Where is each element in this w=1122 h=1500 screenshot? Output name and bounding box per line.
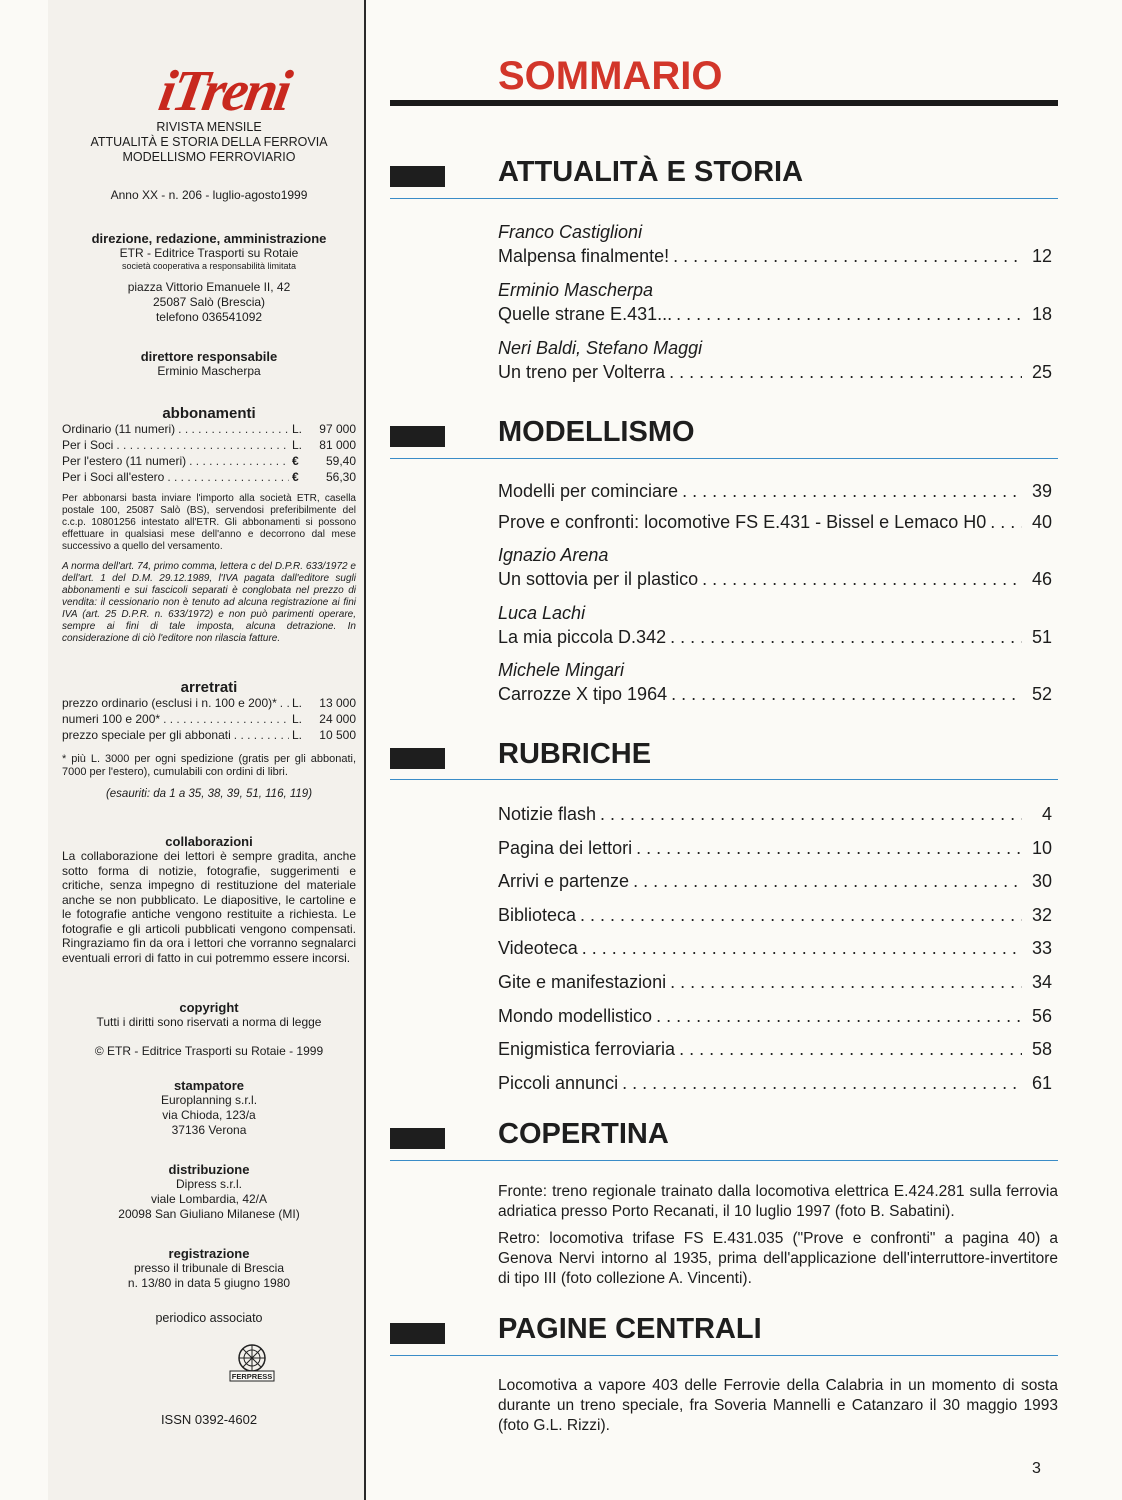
- entry-title: Modelli per cominciare: [498, 481, 679, 501]
- section-rule: [390, 1355, 1058, 1356]
- toc-entry[interactable]: [498, 222, 1052, 267]
- section-heading: PAGINE CENTRALI: [498, 1313, 762, 1345]
- section-heading: COPERTINA: [498, 1118, 669, 1150]
- price-amount: 10 500: [319, 728, 356, 742]
- magazine-logo: iTreni: [154, 58, 294, 123]
- distribuzione-line: Dipress s.r.l.: [175, 1177, 242, 1191]
- copyright-heading: copyright: [179, 1000, 239, 1015]
- company-name: ETR - Editrice Trasporti su Rotaie: [119, 246, 299, 260]
- toc-entry[interactable]: [498, 938, 1052, 959]
- entry-page: 40: [1031, 512, 1052, 532]
- address-line: 25087 Salò (Brescia): [152, 295, 266, 309]
- entry-title: Prove e confronti: locomotive FS E.431 - Bissel e Lemaco H0: [498, 512, 987, 532]
- registrazione-line: n. 13/80 in data 5 giugno 1980: [127, 1276, 291, 1290]
- entry-title: Quelle strane E.431...: [498, 304, 673, 324]
- entry-title: Biblioteca: [498, 905, 577, 925]
- entry-title: Carrozze X tipo 1964: [498, 684, 668, 704]
- price-label: Ordinario (11 numeri): [62, 422, 176, 436]
- price-row: [62, 727, 356, 743]
- arretrati-block: [62, 680, 356, 802]
- title-rule: [390, 100, 1058, 106]
- toc-entry[interactable]: [498, 660, 1052, 705]
- entry-title: Un sottovia per il plastico: [498, 569, 699, 589]
- toc-entry[interactable]: [498, 1006, 1052, 1027]
- entry-author: Michele Mingari: [498, 660, 625, 680]
- toc-entry[interactable]: [498, 481, 1052, 502]
- entry-title: Pagina dei lettori: [498, 838, 633, 858]
- section-rule: [390, 198, 1058, 199]
- magazine-subtitle: [62, 120, 356, 165]
- price-amount: 59,40: [325, 454, 356, 468]
- price-amount: 81 000: [319, 438, 356, 452]
- entry-page: 10: [1031, 838, 1052, 858]
- collaborazioni-block: [62, 834, 356, 965]
- address-line: telefono 036541092: [155, 310, 263, 324]
- stampatore-line: via Chioda, 123/a: [162, 1108, 256, 1122]
- price-amount: 13 000: [319, 696, 356, 710]
- entry-author: Neri Baldi, Stefano Maggi: [498, 338, 703, 358]
- page-title: SOMMARIO: [498, 54, 723, 98]
- entry-page: 39: [1031, 481, 1052, 501]
- seal-label: FERPRESS: [231, 1372, 273, 1381]
- entry-title: Videoteca: [498, 938, 578, 958]
- price-label: prezzo speciale per gli abbonati: [62, 728, 231, 742]
- entry-author: Luca Lachi: [498, 603, 586, 623]
- section-heading: ATTUALITÀ E STORIA: [498, 156, 804, 188]
- colophon-column: [48, 0, 366, 1500]
- arretrati-heading: arretrati: [180, 679, 238, 696]
- entry-page: 52: [1031, 684, 1052, 704]
- issue-info: Anno XX - n. 206 - luglio-agosto1999: [110, 188, 308, 202]
- distribuzione-heading: distribuzione: [168, 1162, 250, 1177]
- entry-title: Enigmistica ferroviaria: [498, 1039, 676, 1059]
- entry-page: 32: [1031, 905, 1052, 925]
- stampatore-line: Europlanning s.r.l.: [160, 1093, 258, 1107]
- collaborazioni-heading: collaborazioni: [165, 834, 253, 849]
- price-currency: L.: [292, 712, 303, 726]
- copyright-line: © ETR - Editrice Trasporti su Rotaie - 1999: [94, 1044, 324, 1058]
- entry-page: 30: [1031, 871, 1052, 891]
- section-rule: [390, 779, 1058, 780]
- entry-title: Arrivi e partenze: [498, 871, 630, 891]
- periodico-label: periodico associato: [155, 1311, 263, 1325]
- entry-title: Malpensa finalmente!: [498, 246, 670, 266]
- stampatore-block: [62, 1078, 356, 1138]
- abbonamenti-block: [62, 406, 356, 645]
- registrazione-heading: registrazione: [168, 1246, 250, 1261]
- distribuzione-line: viale Lombardia, 42/A: [150, 1192, 268, 1206]
- price-amount: 56,30: [325, 470, 356, 484]
- section-rule: [390, 458, 1058, 459]
- section-marker: [390, 426, 445, 447]
- price-row: [62, 711, 356, 727]
- copyright-block: [62, 1000, 356, 1059]
- toc-entry[interactable]: [498, 804, 1052, 825]
- direttore-heading: direttore responsabile: [140, 349, 278, 364]
- section-marker: [390, 748, 445, 769]
- copyright-text: Tutti i diritti sono riservati a norma di legge: [96, 1015, 322, 1029]
- entry-title: Piccoli annunci: [498, 1073, 619, 1093]
- entry-page: 4: [1041, 804, 1052, 824]
- section-marker: [390, 1128, 445, 1149]
- toc-entry[interactable]: [498, 512, 1052, 533]
- subtitle-line: RIVISTA MENSILE: [156, 120, 262, 134]
- toc-entry[interactable]: [498, 545, 1052, 590]
- toc-entry[interactable]: [498, 1073, 1052, 1094]
- entry-title: Gite e manifestazioni: [498, 972, 667, 992]
- stampatore-heading: stampatore: [173, 1078, 245, 1093]
- price-amount: 97 000: [319, 422, 356, 436]
- entry-title: Notizie flash: [498, 804, 597, 824]
- entry-page: 18: [1031, 304, 1052, 324]
- price-label: Per i Soci all'estero: [62, 470, 165, 484]
- section-heading: RUBRICHE: [498, 738, 652, 770]
- price-label: prezzo ordinario (esclusi i n. 100 e 200)*: [62, 696, 277, 710]
- entry-title: Mondo modellistico: [498, 1006, 653, 1026]
- distribuzione-block: [62, 1162, 356, 1222]
- issn: ISSN 0392-4602: [160, 1412, 258, 1427]
- company-note: società cooperativa a responsabilità limitata: [121, 261, 297, 271]
- stampatore-line: 37136 Verona: [171, 1123, 247, 1137]
- entry-page: 46: [1031, 569, 1052, 589]
- direttore-name: Erminio Mascherpa: [157, 364, 261, 378]
- centerfold-caption: Locomotiva a vapore 403 delle Ferrovie della Calabria in un momento di sosta durante un treno speciale, fra Soveria Mannelli e Catanzaro il 30 maggio 1993 (foto G.L. Rizzi).: [498, 1377, 1058, 1434]
- entry-title: Un treno per Volterra: [498, 362, 666, 382]
- toc-entry[interactable]: [498, 1039, 1052, 1060]
- abbonamenti-heading: abbonamenti: [162, 405, 256, 422]
- ferpress-seal-icon: [226, 1342, 278, 1382]
- entry-author: Erminio Mascherpa: [498, 280, 654, 300]
- subtitle-line: MODELLISMO FERROVIARIO: [122, 150, 296, 164]
- entry-page: 34: [1031, 972, 1052, 992]
- price-currency: €: [292, 470, 299, 484]
- price-row: [62, 453, 356, 469]
- price-row: [62, 469, 356, 485]
- price-label: Per l'estero (11 numeri): [62, 454, 187, 468]
- collaborazioni-text: La collaborazione dei lettori è sempre gradita, anche sotto forma di notizie, fotografie, suggerimenti e critiche, senza impegno di restituzione del materiale anche se non pubblicato. Le diapositive, le cartoline e le fotografie antiche vengono restituite a richiesta. Le fotografie e gli articoli pubblicati vengono compensati. Ringraziamo fin da ora i lettori che vorranno segnalarci eventuali errori di fatto in cui potremmo essere incorsi.: [62, 849, 356, 965]
- price-currency: L.: [292, 422, 303, 436]
- entry-author: Ignazio Arena: [498, 545, 609, 565]
- section-heading: MODELLISMO: [498, 416, 695, 448]
- direzione-heading: direzione, redazione, amministrazione: [91, 231, 327, 246]
- entry-page: 56: [1031, 1006, 1052, 1026]
- entry-page: 25: [1031, 362, 1052, 382]
- price-currency: €: [292, 454, 299, 468]
- direzione-block: [62, 231, 356, 325]
- entry-page: 58: [1031, 1039, 1052, 1059]
- price-currency: L.: [292, 438, 303, 452]
- toc-entry[interactable]: [498, 871, 1052, 892]
- section-marker: [390, 1323, 445, 1344]
- entry-title: La mia piccola D.342: [498, 627, 667, 647]
- entry-page: 51: [1031, 627, 1052, 647]
- abbonamenti-note: Per abbonarsi basta inviare l'importo alla società ETR, casella postale 100, 25087 Salò (BS), servendosi preferibilmente del c.c.p. 10801256 intestato all'ETR. Gli abbonamenti si possono effettuare in qualsiasi mese dell'anno e decorrono dal mese successivo a quello del versamento.: [62, 493, 356, 552]
- entry-page: 12: [1031, 246, 1052, 266]
- distribuzione-line: 20098 San Giuliano Milanese (MI): [118, 1207, 300, 1221]
- entry-page: 33: [1031, 938, 1052, 958]
- registrazione-line: presso il tribunale di Brescia: [133, 1261, 285, 1275]
- price-amount: 24 000: [319, 712, 356, 726]
- toc-entry[interactable]: [498, 905, 1052, 926]
- toc-entry[interactable]: [498, 603, 1052, 648]
- iva-note: A norma dell'art. 74, primo comma, lettera c del D.P.R. 633/1972 e dell'art. 1 del D.M. 29.12.1989, l'IVA pagata dall'editore sugli abbonamenti e sui fascicoli separati è conglobata nel prezzo di vendita: il cessionario non è tenuto ad alcuna registrazione ai fini IVA (art. 25 D.P.R. n. 633/1972) e non può parimenti operare, sempre ai fini di tale imposta, alcuna detrazione. In considerazione di ciò l'editore non rilascia fatture.: [62, 561, 356, 644]
- arretrati-note: * più L. 3000 per ogni spedizione (gratis per gli abbonati, 7000 per l'estero), cumulabili con ordini di libri.: [62, 753, 356, 778]
- direttore-block: [62, 349, 356, 379]
- entry-author: Franco Castiglioni: [498, 222, 643, 242]
- section-rule: [390, 1160, 1058, 1161]
- section-marker: [390, 166, 445, 187]
- toc-entry[interactable]: [498, 280, 1052, 325]
- price-label: numeri 100 e 200*: [62, 712, 161, 726]
- entry-page: 61: [1031, 1073, 1052, 1093]
- price-row: [62, 695, 356, 711]
- address-line: piazza Vittorio Emanuele II, 42: [127, 280, 291, 294]
- cover-front-caption: Fronte: treno regionale trainato dalla locomotiva elettrica E.424.281 sulla ferrovia adriatica presso Porto Recanati, il 10 luglio 1997 (foto B. Sabatini).: [498, 1183, 1058, 1220]
- page-number: 3: [1032, 1460, 1041, 1477]
- toc-entry[interactable]: [498, 972, 1052, 993]
- esauriti-note: (esauriti: da 1 a 35, 38, 39, 51, 116, 119): [105, 788, 313, 800]
- price-currency: L.: [292, 696, 303, 710]
- price-row: [62, 437, 356, 453]
- toc-entry[interactable]: [498, 338, 1052, 383]
- cover-back-caption: Retro: locomotiva trifase FS E.431.035 ("Prove e confronti" a pagina 40) a Genova Nervi intorno al 1935, prima dell'applicazione dell'interruttore-invertitore di tipo III (foto collezione A. Vincenti).: [498, 1230, 1058, 1287]
- registrazione-block: [62, 1246, 356, 1291]
- subtitle-line: ATTUALITÀ E STORIA DELLA FERROVIA: [90, 135, 328, 149]
- price-row: [62, 421, 356, 437]
- toc-entry[interactable]: [498, 838, 1052, 859]
- price-label: Per i Soci: [62, 438, 114, 452]
- price-currency: L.: [292, 728, 303, 742]
